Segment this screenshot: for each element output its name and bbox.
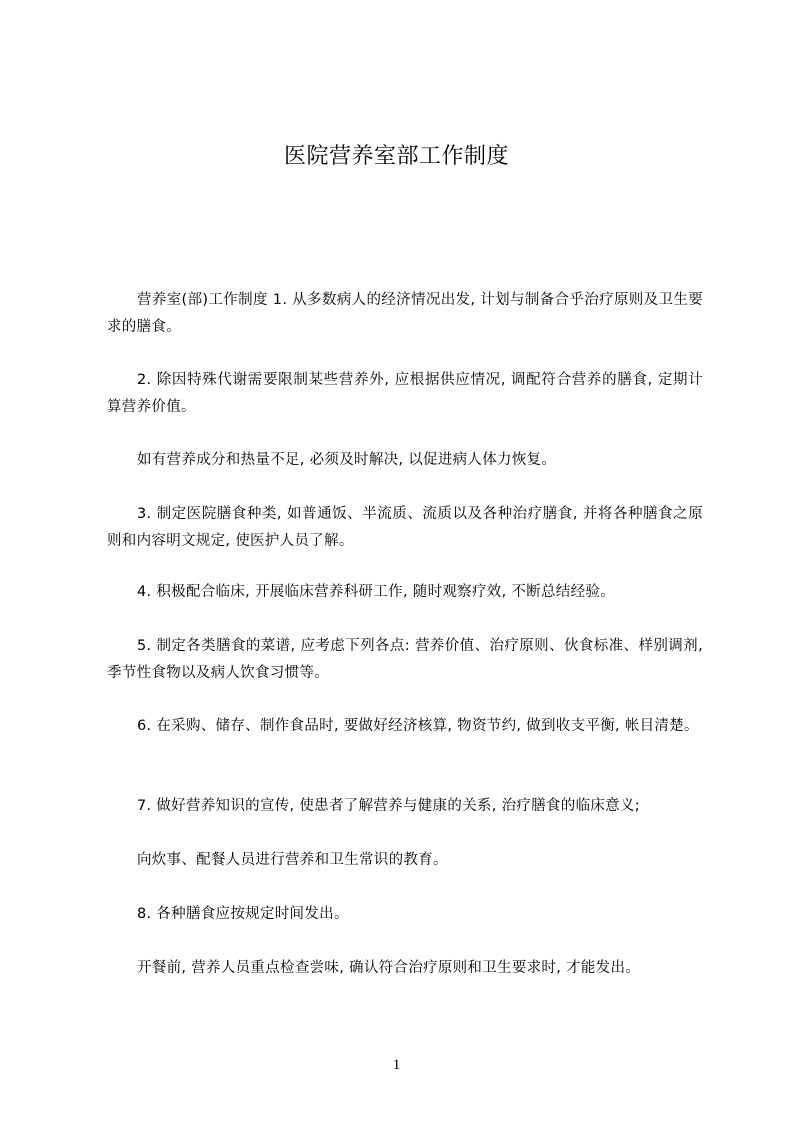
- paragraph-item-8: 8. 各种膳食应按规定时间发出。: [137, 906, 349, 922]
- paragraph-item-8-continued: 开餐前, 营养人员重点检查尝味, 确认符合治疗原则和卫生要求时, 才能发出。: [137, 960, 641, 976]
- paragraph-item-7: 7. 做好营养知识的宣传, 使患者了解营养与健康的关系, 治疗膳食的临床意义;: [137, 798, 640, 814]
- paragraph-item-3: 3. 制定医院膳食种类, 如普通饭、半流质、流质以及各种治疗膳食, 并将各种膳食之原则和内容明文规定, 使医护人员了解。: [107, 506, 703, 549]
- paragraph-item-4: 4. 积极配合临床, 开展临床营养科研工作, 随时观察疗效, 不断总结经验。: [137, 584, 615, 600]
- paragraph-item-2: 2. 除因特殊代谢需要限制某些营养外, 应根据供应情况, 调配符合营养的膳食, 定期计算营养价值。: [107, 372, 703, 415]
- paragraph-intro: 营养室(部)工作制度 1. 从多数病人的经济情况出发, 计划与制备合乎治疗原则及卫生要求的膳食。: [107, 292, 703, 335]
- document-title: 医院营养室部工作制度: [283, 144, 509, 169]
- page-number: 1: [392, 1057, 401, 1073]
- paragraph-item-2-continued: 如有营养成分和热量不足, 必须及时解决, 以促进病人体力恢复。: [137, 452, 557, 468]
- paragraph-item-7-continued: 向炊事、配餐人员进行营养和卫生常识的教育。: [137, 852, 448, 868]
- paragraph-item-6: 6. 在采购、储存、制作食品时, 要做好经济核算, 物资节约, 做到收支平衡, 帐目清楚。: [137, 718, 699, 734]
- paragraph-item-5: 5. 制定各类膳食的菜谱, 应考虑下列各点: 营养价值、治疗原则、伙食标准、样别调剂, 季节性食物以及病人饮食习惯等。: [107, 638, 703, 681]
